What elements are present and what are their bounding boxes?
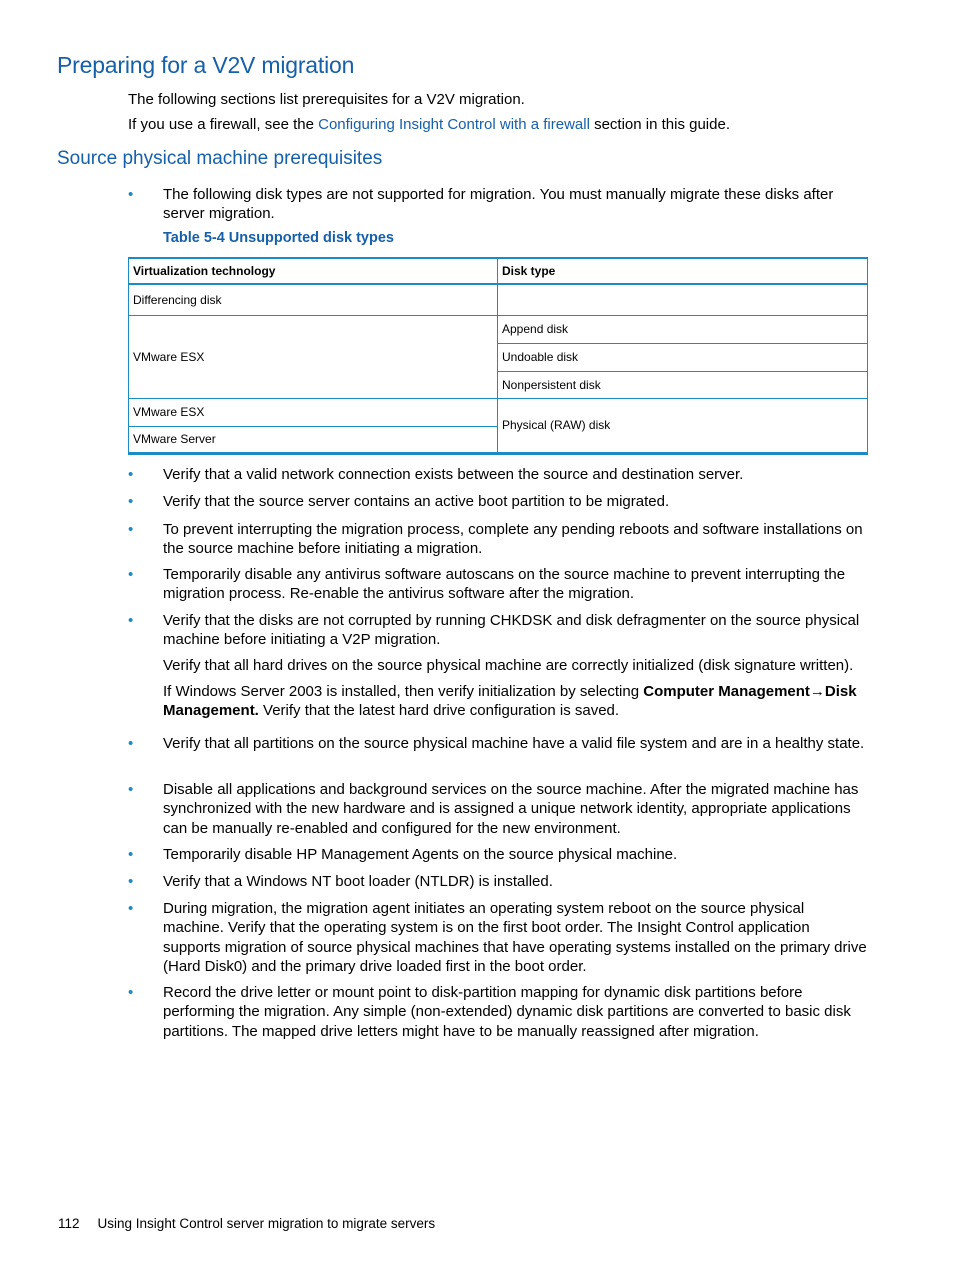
bullet-icon: • [128, 186, 134, 203]
intro-prefix: If you use a firewall, see the [128, 116, 319, 133]
list-item: • Verify that all partitions on the source physical machine have a valid file system and are in a healthy state. [128, 735, 865, 752]
table-row [129, 398, 868, 426]
section-title: Source physical machine prerequisites [57, 148, 383, 169]
table-cell [498, 284, 868, 315]
table-cell: Differencing disk [129, 284, 498, 315]
table-cell: VMware ESX [129, 398, 498, 426]
list-item: • Record the drive letter or mount point to disk-partition mapping for dynamic disk partitions before performing the migration. Any simple (non-extended) dynamic disk partitions are converted to basic disk partitions. The mapped drive letters might have to be manually reassigned after migration. [128, 984, 851, 1040]
bullet-icon: • [128, 900, 134, 917]
intro-line-2 [128, 115, 730, 134]
bullet-icon: • [128, 781, 134, 798]
bullet-icon: • [128, 493, 134, 510]
table-caption: Table 5-4 Unsupported disk types [163, 230, 394, 246]
sub-paragraph: If Windows Server 2003 is installed, then verify initialization by selecting Computer Management→Disk Management. Verify that the latest hard drive configuration is saved. [163, 683, 857, 720]
bullet-icon: • [128, 735, 134, 752]
table-cell: VMware Server [129, 426, 498, 453]
sub-paragraph: Verify that all hard drives on the source physical machine are correctly initialized (disk signature written). [163, 657, 854, 674]
page-number: 112 [58, 1216, 80, 1231]
page-title: Preparing for a V2V migration [57, 52, 355, 78]
list-item: • Verify that the source server contains an active boot partition to be migrated. [128, 493, 670, 510]
bullet-icon: • [128, 873, 134, 890]
footer-text: Using Insight Control server migration to migrate servers [97, 1216, 436, 1231]
list-item: • Verify that a Windows NT boot loader (NTLDR) is installed. [128, 873, 553, 890]
table-cell: Append disk [498, 315, 868, 343]
table-row [129, 284, 868, 315]
menu-path: Disk Management. [163, 683, 857, 720]
arrow-icon: → [809, 683, 825, 700]
table-cell: Physical (RAW) disk [498, 398, 868, 453]
list-item: • To prevent interrupting the migration process, complete any pending reboots and software installations on the source machine before initiating a migration. [128, 521, 863, 558]
column-header: Disk type [498, 258, 868, 284]
bullet-icon: • [128, 984, 134, 1001]
table-cell: Nonpersistent disk [498, 371, 868, 398]
list-item: • Temporarily disable HP Management Agents on the source physical machine. [128, 846, 678, 863]
list-item: • Verify that a valid network connection exists between the source and destination server. [128, 466, 744, 483]
bullet-icon: • [128, 846, 134, 863]
page-footer [58, 1216, 435, 1231]
menu-path: Computer Management [643, 683, 810, 700]
intro-line-1: The following sections list prerequisites for a V2V migration. [128, 91, 525, 108]
list-item: • Temporarily disable any antivirus software autoscans on the source machine to prevent interrupting the migration process. Re-enable the antivirus software after the migration. [128, 566, 846, 603]
table-cell: Undoable disk [498, 343, 868, 371]
table-row [129, 315, 868, 343]
list-item: • Disable all applications and background services on the source machine. After the migrated machine has synchronized with the new hardware and is assigned a unique network identity, appropriate applications can be manually re-enabled and configured for the new environment. [128, 781, 859, 837]
bullet-icon: • [128, 566, 134, 583]
list-item: • Verify that the disks are not corrupted by running CHKDSK and disk defragmenter on the source physical machine before initiating a V2P migration. [128, 612, 860, 649]
bullet-icon: • [128, 612, 134, 629]
bullet-icon: • [128, 466, 134, 483]
table-header-row [129, 258, 868, 284]
list-item: • During migration, the migration agent initiates an operating system reboot on the source physical machine. Verify that the operating system is on the first boot order. The Insight Control application supports migration of source physical machines that have operating systems installed on the primary drive (Hard Disk0) and the primary drive loaded first in the boot order. [128, 900, 867, 975]
column-header: Virtualization technology [129, 258, 498, 284]
bullet-icon: • [128, 521, 134, 538]
unsupported-disk-table [128, 257, 868, 455]
firewall-link[interactable]: Configuring Insight Control with a firewall [318, 116, 590, 133]
list-item: • The following disk types are not supported for migration. You must manually migrate these disks after server migration. [128, 186, 834, 223]
table-cell: VMware ESX [129, 315, 498, 398]
intro-suffix: section in this guide. [589, 116, 730, 133]
